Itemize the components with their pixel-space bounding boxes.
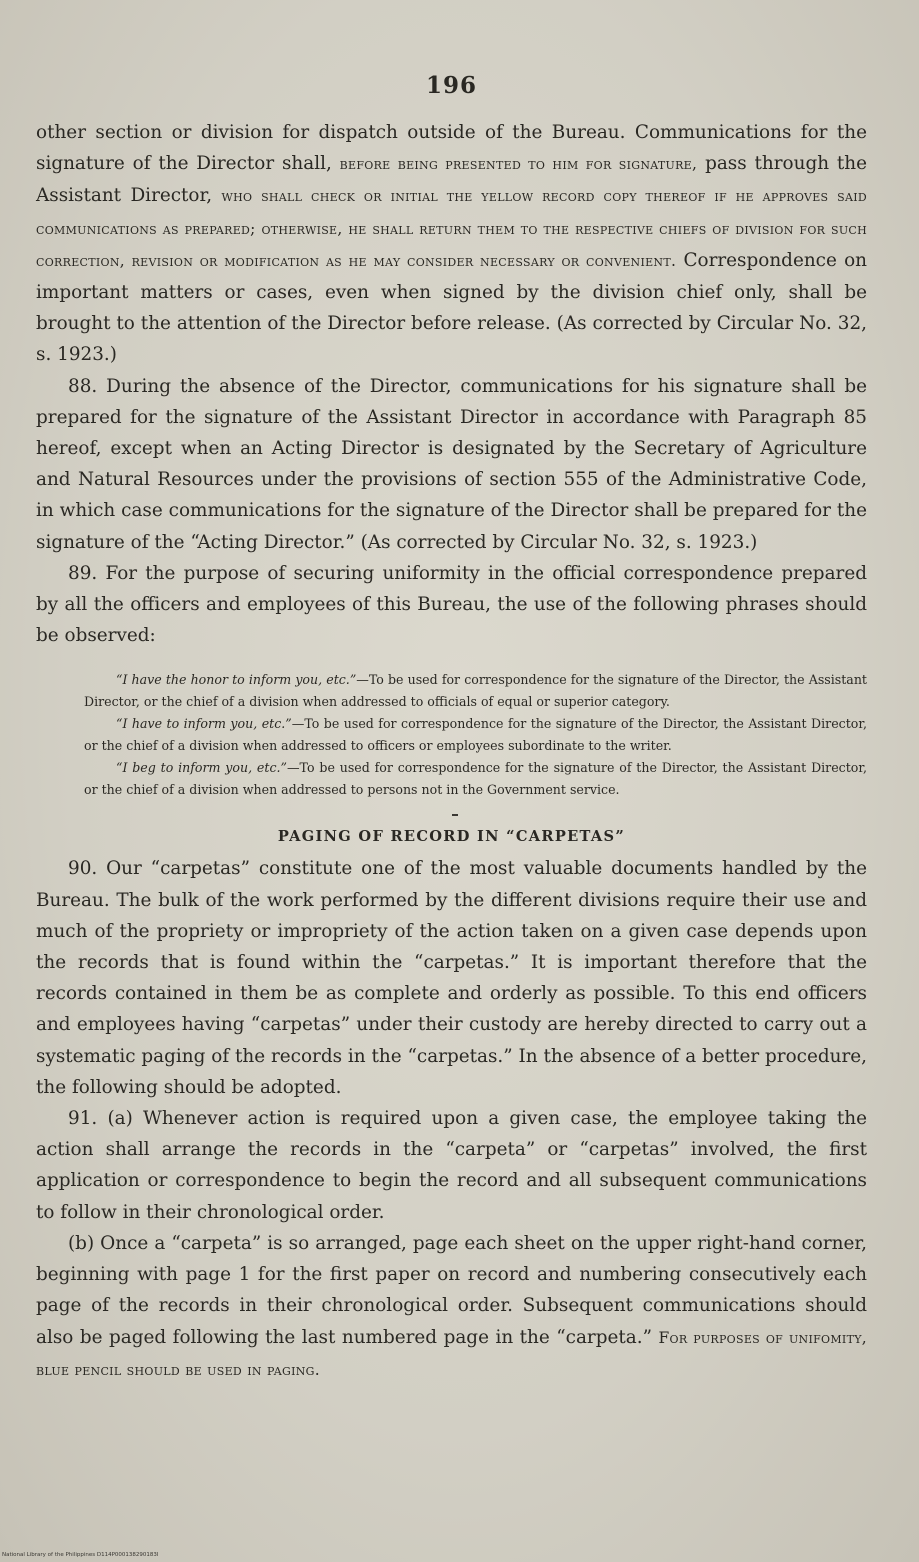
paragraph-91a: 91. (a) Whenever action is required upon a given case, the employee taking the action shall arrange the records in the “carpeta” or “carpetas” involved, the first application or correspondence to begin the record and all subsequent communications to follow in their chronological order. <box>36 1108 867 1223</box>
phrase-notes <box>84 669 867 801</box>
archive-footer-label: National Library of the Philippines D114P000138290183I <box>2 1552 159 1558</box>
text-run: other section or division for dispatch outside of the Bureau. Communications for the signature of the Director shall, <box>36 122 867 175</box>
small-caps-run: who shall check or initial the yellow record copy thereof if he approves said communications as prepared; otherwise, he shall return them to the respective chiefs of division for such correction, revision or modification as he may consider necessary or convenient. <box>36 187 867 270</box>
page-number: 196 <box>425 72 477 99</box>
paragraph-88: 88. During the absence of the Director, communications for his signature shall be prepared for the signature of the Assistant Director in accordance with Paragraph 85 hereof, except when an Acting Director is designated by the Secretary of Agriculture and Natural Resources under the provisions of section 555 of the Administrative Code, in which case communications for the signature of the Director shall be prepared for the signature of the “Acting Director.” (As corrected by Circular No. 32, s. 1923.) <box>36 375 867 553</box>
paragraph-continued <box>36 117 867 371</box>
text-run: Correspondence on important matters or cases, even when signed by the division chief only, shall be brought to the attention of the Director before release. (As corrected by Circular No. 32, s. 1923.) <box>36 249 867 366</box>
small-caps-run: before being presented to him for signature, <box>339 155 698 174</box>
text-run: (b) Once a “carpeta” is so arranged, page each sheet on the upper right-hand corner, beginning with page 1 for the first paper on record and numbering consecutively each page of the records in their chronological order. Subsequent communications should also be paged following the last numbered page in the “carpeta.” <box>36 1232 867 1348</box>
paragraph-89: 89. For the purpose of securing uniformity in the official correspondence prepared by all the officers and employees of this Bureau, the use of the following phrases should be observed: <box>36 562 867 647</box>
phrase-note <box>84 757 867 801</box>
paragraph-91b <box>36 1228 867 1386</box>
phrase-usage: —To be used for correspondence for the signature of the Director, the Assistant Director, or the chief of a division when addressed to officers or employees subordinate to the writer. <box>84 716 867 754</box>
phrase: “I beg to inform you, etc.” <box>116 760 287 776</box>
section-heading-text: PAGING OF RECORD IN “CARPETAS” <box>277 828 626 846</box>
phrase: “I have to inform you, etc.” <box>116 716 292 732</box>
heading-dash <box>452 814 458 816</box>
phrase-usage: —To be used for correspondence for the signature of the Director, the Assistant Director, or the chief of a division when addressed to persons not in the Government service. <box>84 760 867 798</box>
text-run: pass through the Assistant Director, <box>36 153 868 207</box>
phrase-note <box>84 669 867 713</box>
small-caps-run: For purposes of unifomity, blue pencil should be used in paging. <box>36 1328 868 1379</box>
phrase-usage: —To be used for correspondence for the signature of the Director, the Assistant Director, or the chief of a division when addressed to officials of equal or superior category. <box>84 672 867 710</box>
section-heading <box>36 828 867 845</box>
phrase: “I have the honor to inform you, etc.” <box>116 672 357 688</box>
paragraph-90: 90. Our “carpetas” constitute one of the most valuable documents handled by the Bureau. The bulk of the work performed by the different divisions require their use and much of the propriety or impropriety of the action taken on a given case depends upon the records that is found within the “carpetas.” It is important therefore that the records contained in them be as complete and orderly as possible. To this end officers and employees having “carpetas” under their custody are hereby directed to carry out a systematic paging of the records in the “carpetas.” In the absence of a better procedure, the following should be adopted. <box>36 858 867 1098</box>
phrase-note <box>84 713 867 757</box>
